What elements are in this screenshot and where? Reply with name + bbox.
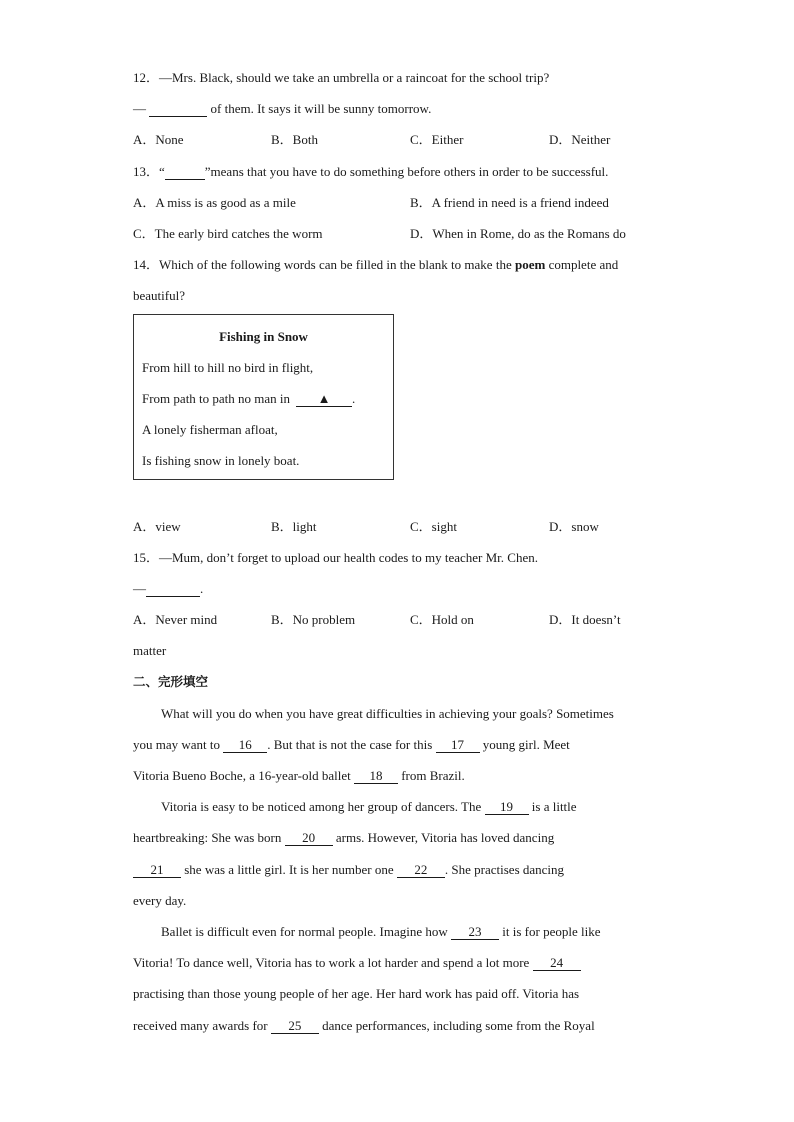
blank-20[interactable]: 20	[285, 831, 333, 846]
q15-options	[133, 604, 661, 635]
q14-options	[133, 511, 661, 542]
q13-option-b[interactable]: B．A friend in need is a friend indeed	[410, 194, 609, 210]
passage-text: Vitoria is easy to be noticed among her group of dancers. The	[161, 799, 485, 815]
passage-p3-line4	[133, 1010, 661, 1041]
q12-options	[133, 124, 661, 155]
worksheet-page	[133, 62, 661, 1041]
spacer	[133, 480, 661, 511]
passage-text: . She practises dancing	[444, 861, 565, 877]
section-heading: 二、完形填空	[133, 674, 209, 690]
passage-text: she was a little girl. It is her number one	[181, 861, 397, 877]
blank-23[interactable]: 23	[451, 925, 499, 940]
passage-text: you may want to	[133, 736, 224, 752]
passage-p3-line1	[133, 916, 661, 947]
q15-option-d[interactable]: D．It doesn’t	[549, 612, 621, 628]
q12-stem	[133, 62, 661, 93]
q15-option-d-wrap-text: matter	[133, 643, 167, 659]
poem-line-2-prefix: From path to path no man in	[142, 390, 291, 406]
q12-stem-text: 12．—Mrs. Black, should we take an umbrella or a raincoat for the school trip?	[133, 70, 550, 85]
q13-blank	[165, 165, 205, 180]
q14-option-a[interactable]: A．view	[133, 518, 181, 534]
q14-stem-line2-text: beautiful?	[133, 288, 185, 304]
q12-option-d[interactable]: D．Neither	[549, 132, 611, 148]
q15-option-c[interactable]: C．Hold on	[410, 612, 474, 628]
q15-stem	[133, 542, 661, 573]
q15-option-d-wrap	[133, 635, 661, 666]
poem-line-2-suffix: .	[352, 390, 356, 406]
q14-stem-keyword: poem	[514, 257, 546, 273]
poem-title: Fishing in Snow	[219, 328, 308, 344]
q15-stem-text: 15．—Mum, don’t forget to upload our health codes to my teacher Mr. Chen.	[133, 549, 538, 565]
passage-text: Ballet is difficult even for normal people. Imagine how	[161, 923, 452, 939]
blank-19[interactable]: 19	[485, 800, 529, 815]
blank-16[interactable]: 16	[223, 738, 267, 753]
q12-reply-prefix: —	[133, 101, 150, 117]
blank-22[interactable]: 22	[397, 863, 445, 878]
q13-option-d[interactable]: D．When in Rome, do as the Romans do	[410, 225, 626, 241]
q14-option-d[interactable]: D．snow	[549, 518, 599, 534]
passage-p2-line1	[133, 791, 661, 822]
blank-17[interactable]: 17	[436, 738, 480, 753]
q15-blank	[146, 582, 200, 597]
q15-option-b[interactable]: B．No problem	[271, 612, 356, 628]
q12-reply	[133, 93, 661, 124]
q14-stem-part2: complete and	[545, 257, 619, 273]
q15-option-a[interactable]: A．Never mind	[133, 612, 218, 628]
poem-blank-marker: ▲	[296, 392, 352, 407]
passage-text: arms. However, Vitoria has loved dancing	[332, 830, 555, 846]
q13-stem-suffix: ”means that you have to do something before others in order to be successful.	[204, 163, 609, 179]
q15-reply	[133, 573, 661, 604]
poem-box	[133, 314, 394, 480]
passage-p1-line2	[133, 729, 661, 760]
q15-reply-prefix: —	[133, 580, 146, 596]
q12-reply-suffix: of them. It says it will be sunny tomorrow.	[207, 101, 432, 117]
passage-p3-line2	[133, 947, 661, 978]
passage-text: Vitoria Bueno Boche, a 16-year-old ballet	[133, 768, 354, 783]
q14-stem-part1: 14．Which of the following words can be filled in the blank to make the	[133, 257, 515, 273]
q15-reply-suffix: .	[200, 580, 204, 596]
passage-p1-line3	[133, 760, 661, 791]
passage-text: is a little	[528, 799, 577, 815]
passage-text: received many awards for	[133, 1017, 271, 1033]
blank-18[interactable]: 18	[354, 769, 398, 784]
passage-p2-line2	[133, 822, 661, 853]
passage-text: it is for people like	[499, 923, 601, 939]
q14-option-c[interactable]: C．sight	[410, 518, 457, 534]
q12-option-b[interactable]: B．Both	[271, 132, 318, 148]
poem-line-1: From hill to hill no bird in flight,	[142, 359, 314, 375]
passage-text: young girl. Meet	[479, 736, 570, 752]
q14-stem	[133, 249, 661, 280]
poem-line-3: A lonely fisherman afloat,	[142, 421, 278, 437]
passage-text: heartbreaking: She was born	[133, 830, 285, 846]
q14-stem-line2	[133, 280, 661, 311]
passage-p1-line1: What will you do when you have great difficulties in achieving your goals? Sometimes	[161, 705, 614, 721]
q12-option-a[interactable]: A．None	[133, 132, 184, 148]
blank-21[interactable]: 21	[133, 863, 181, 878]
q13-options-row2	[133, 218, 661, 249]
passage-text: from Brazil.	[397, 768, 465, 783]
passage-text: Vitoria! To dance well, Vitoria has to work a lot harder and spend a lot more	[133, 955, 533, 971]
q12-blank	[149, 102, 207, 117]
blank-25[interactable]: 25	[271, 1019, 319, 1034]
poem-line-4: Is fishing snow in lonely boat.	[142, 452, 300, 468]
passage-text: dance performances, including some from the Royal	[318, 1017, 595, 1033]
poem-line-2	[142, 383, 385, 414]
blank-24[interactable]: 24	[533, 956, 581, 971]
q13-option-c[interactable]: C．The early bird catches the worm	[133, 225, 323, 241]
passage-text: . But that is not the case for this	[267, 736, 436, 752]
q13-stem	[133, 156, 661, 187]
q13-option-a[interactable]: A．A miss is as good as a mile	[133, 194, 296, 210]
q12-option-c[interactable]: C．Either	[410, 132, 464, 148]
q13-options-row1	[133, 187, 661, 218]
passage-p3-line3: practising than those young people of her age. Her hard work has paid off. Vitoria has	[133, 986, 580, 1002]
passage-p2-line4: every day.	[133, 892, 187, 908]
q14-option-b[interactable]: B．light	[271, 518, 317, 534]
passage-p2-line3	[133, 854, 661, 885]
q13-stem-prefix: 13．“	[133, 163, 165, 179]
